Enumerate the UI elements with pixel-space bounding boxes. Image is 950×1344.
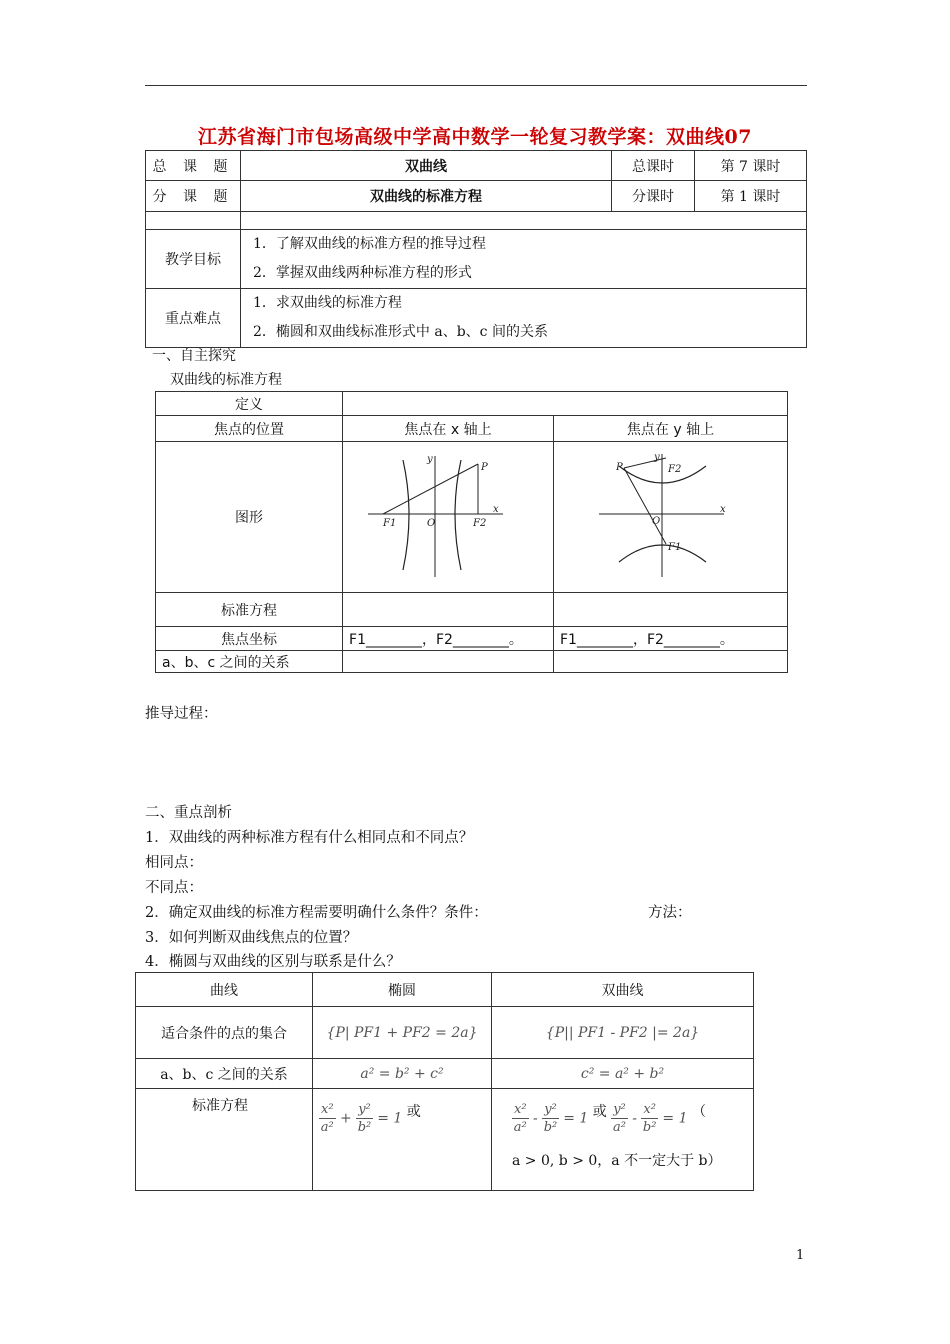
sub-hours-value: 第 1 课时 [695,181,807,212]
focus-coords-label: 焦点坐标 [156,627,343,651]
difficulty-item: 1．求双曲线的标准方程 [253,295,402,311]
x-axis-label: x [493,504,499,515]
section2-heading: 二、重点剖析 [145,805,232,821]
question-2: 2．确定双曲线的标准方程需要明确什么条件？条件： [145,905,488,921]
origin-label: O [652,516,661,527]
document-title: 江苏省海门市包场高级中学高中数学一轮复习教学案：双曲线07 [198,126,752,148]
focus-position-label: 焦点的位置 [156,416,343,442]
fraction: $\frac{\text{y²}}{\text{b²}}$ [357,1102,372,1135]
empty-cell [146,212,241,230]
fraction: $\frac{\text{x²}}{\text{a²}}$ [513,1102,527,1135]
focus-x-header: 焦点在 x 轴上 [343,416,554,442]
figure-x-cell [343,442,554,593]
fraction: $\frac{\text{y²}}{\text{a²}}$ [613,1102,626,1135]
focus-coords-y: F1________，F2________。 [554,627,788,651]
question-1: 1．双曲线的两种标准方程有什么相同点和不同点？ [145,830,474,846]
point-p-label: P [481,462,488,473]
focus-f2-label: F2 [473,518,487,529]
abc-relation-label: a、b、c 之间的关系 [156,651,343,673]
or-label: 或 [406,1104,421,1120]
abc-relation-x [343,651,554,673]
hyperbola-y-figure [554,442,787,588]
compare-table [135,972,754,1191]
lesson-info-table [145,150,807,348]
method-label: 方法： [648,905,692,921]
hyperbola-x-figure [343,442,551,588]
focus-f2-label: F2 [668,464,682,475]
figure-y-cell [554,442,788,593]
fraction: $\frac{\text{x²}}{\text{b²}}$ [642,1102,657,1135]
y-axis-label: y [427,454,433,465]
objectives-content [241,230,807,289]
sub-topic-value: 双曲线的标准方程 [241,181,612,212]
total-topic-label: 总 课 题 [146,151,241,181]
difficulties-label: 重点难点 [146,289,241,348]
question-3: 3．如何判断双曲线焦点的位置？ [145,930,358,946]
standard-eq-ellipse: $\frac{\text{x²}}{\text{a²}}$ + $\frac{\text{y²}}{\text{b²}}$ = 1 或 [313,1089,492,1191]
fraction: $\frac{\text{x²}}{\text{a²}}$ [320,1102,334,1135]
or-label: 或 [592,1104,607,1120]
section1-heading: 一、自主探究 [152,348,236,364]
standard-eq-y-cell [554,593,788,627]
header-rule [145,85,807,86]
header-hyperbola: 双曲线 [492,973,754,1007]
header-curve: 曲线 [136,973,313,1007]
question-4: 4．椭圆与双曲线的区别与联系是什么？ [145,954,401,970]
abc-relation-y [554,651,788,673]
explore-table [155,391,788,673]
point-set-label: 适合条件的点的集合 [136,1007,313,1059]
section1-subheading: 双曲线的标准方程 [170,372,282,388]
abc-ellipse: a² = b² + c² [313,1059,492,1089]
objectives-label: 教学目标 [146,230,241,289]
point-p-label: P [616,462,623,473]
focus-f1-label: F1 [383,518,397,529]
condition-note: a > 0, b > 0，a 不一定大于 b） [512,1153,722,1169]
focus-y-header: 焦点在 y 轴上 [554,416,788,442]
definition-label: 定义 [156,392,343,416]
difficulties-content [241,289,807,348]
origin-label: O [427,518,436,529]
figure-label: 图形 [156,442,343,593]
sub-topic-label: 分 课 题 [146,181,241,212]
total-hours-value: 第 7 课时 [695,151,807,181]
definition-cell [343,392,788,416]
paren-open: （ [691,1104,706,1120]
y-axis-label: y [654,452,660,463]
fraction: $\frac{\text{y²}}{\text{b²}}$ [543,1102,558,1135]
derivation-label: 推导过程： [145,706,218,722]
empty-cell [241,212,807,230]
x-axis-label: x [720,504,726,515]
diff-points: 不同点： [145,880,203,896]
standard-eq-label: 标准方程 [156,593,343,627]
total-topic-value: 双曲线 [241,151,612,181]
focus-coords-x: F1________，F2________。 [343,627,554,651]
point-set-hyperbola: {P|| PF1 - PF2 |= 2a} [492,1007,754,1059]
objective-item: 1．了解双曲线的标准方程的推导过程 [253,236,486,252]
abc-hyperbola: c² = a² + b² [492,1059,754,1089]
standard-eq-x-cell [343,593,554,627]
header-ellipse: 椭圆 [313,973,492,1007]
objective-item: 2．掌握双曲线两种标准方程的形式 [253,265,472,281]
page-number: 1 [796,1248,805,1263]
point-set-ellipse: {P| PF1 + PF2 = 2a} [313,1007,492,1059]
abc-label: a、b、c 之间的关系 [136,1059,313,1089]
standard-eq-label: 标准方程 [136,1089,313,1191]
standard-eq-hyperbola: $\frac{\text{x²}}{\text{a²}}$ - $\frac{\text{y²}}{\text{b²}}$ = 1 或 $\frac{\text{y²}}{\text{a²}}$ - $\frac{\text{x²}}{\text{b²}}$ = 1 （ a > 0, b > 0，a 不一定大于 b） [492,1089,754,1191]
focus-f1-label: F1 [668,542,682,553]
sub-hours-label: 分课时 [612,181,695,212]
same-points: 相同点： [145,855,203,871]
difficulty-item: 2．椭圆和双曲线标准形式中 a、b、c 间的关系 [253,324,548,340]
total-hours-label: 总课时 [612,151,695,181]
